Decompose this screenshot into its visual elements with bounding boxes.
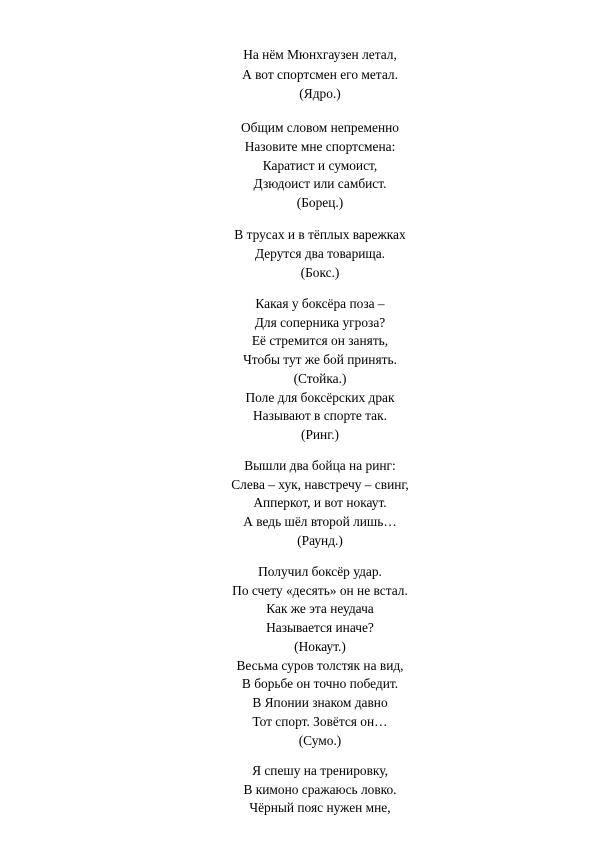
text-line: Общим словом непременно [241,120,399,135]
text-line: На нём Мюнхгаузен летал, [243,47,397,62]
text-line: Назовите мне спортсмена: [244,139,396,154]
text-line: Для соперника угроза? [254,315,386,330]
text-line: По счету «десять» он не встал. [232,583,408,598]
text-line: Вышли два бойца на ринг: [244,458,396,473]
text-line: Называется иначе? [266,620,374,635]
text-line: Какая у боксёра поза – [255,296,385,311]
text-line: (Бокс.) [300,265,340,280]
text-line: Получил боксёр удар. [258,564,382,579]
text-line: А вот спортсмен его метал. [242,67,398,82]
text-line: (Сумо.) [298,733,342,748]
text-line: (Ринг.) [300,427,340,442]
text-line: (Нокаут.) [294,639,346,654]
text-line: Апперкот, и вот нокаут. [253,495,387,510]
text-line: Чёрный пояс нужен мне, [249,800,391,815]
text-line: (Ядро.) [299,86,341,101]
text-line: В кимоно сражаюсь ловко. [243,782,397,797]
text-line: Чтобы тут же бой принять. [243,352,397,367]
text-line: Я спешу на тренировку, [252,763,388,778]
text-line: А ведь шёл второй лишь… [243,514,397,529]
text-line: (Раунд.) [297,533,343,548]
text-line: В Японии знаком давно [252,695,388,710]
text-line: Её стремится он занять, [251,333,389,348]
text-line: Слева – хук, навстречу – свинг, [231,477,409,492]
text-line: (Борец.) [296,195,344,210]
text-line: (Стойка.) [293,371,347,386]
text-line: Как же эта неудача [266,601,374,616]
text-line: Дзюдоист или самбист. [253,176,387,191]
text-line: В борьбе он точно победит. [241,676,399,691]
text-line: Весьма суров толстяк на вид, [236,658,404,673]
text-line: Тот спорт. Зовётся он… [252,714,388,729]
text-line: Дерутся два товарища. [254,246,386,261]
text-line: Каратист и сумоист, [262,158,378,173]
text-line: Поле для боксёрских драк [245,390,395,405]
text-line: В трусах и в тёплых варежках [234,227,406,242]
text-line: Называют в спорте так. [253,408,387,423]
